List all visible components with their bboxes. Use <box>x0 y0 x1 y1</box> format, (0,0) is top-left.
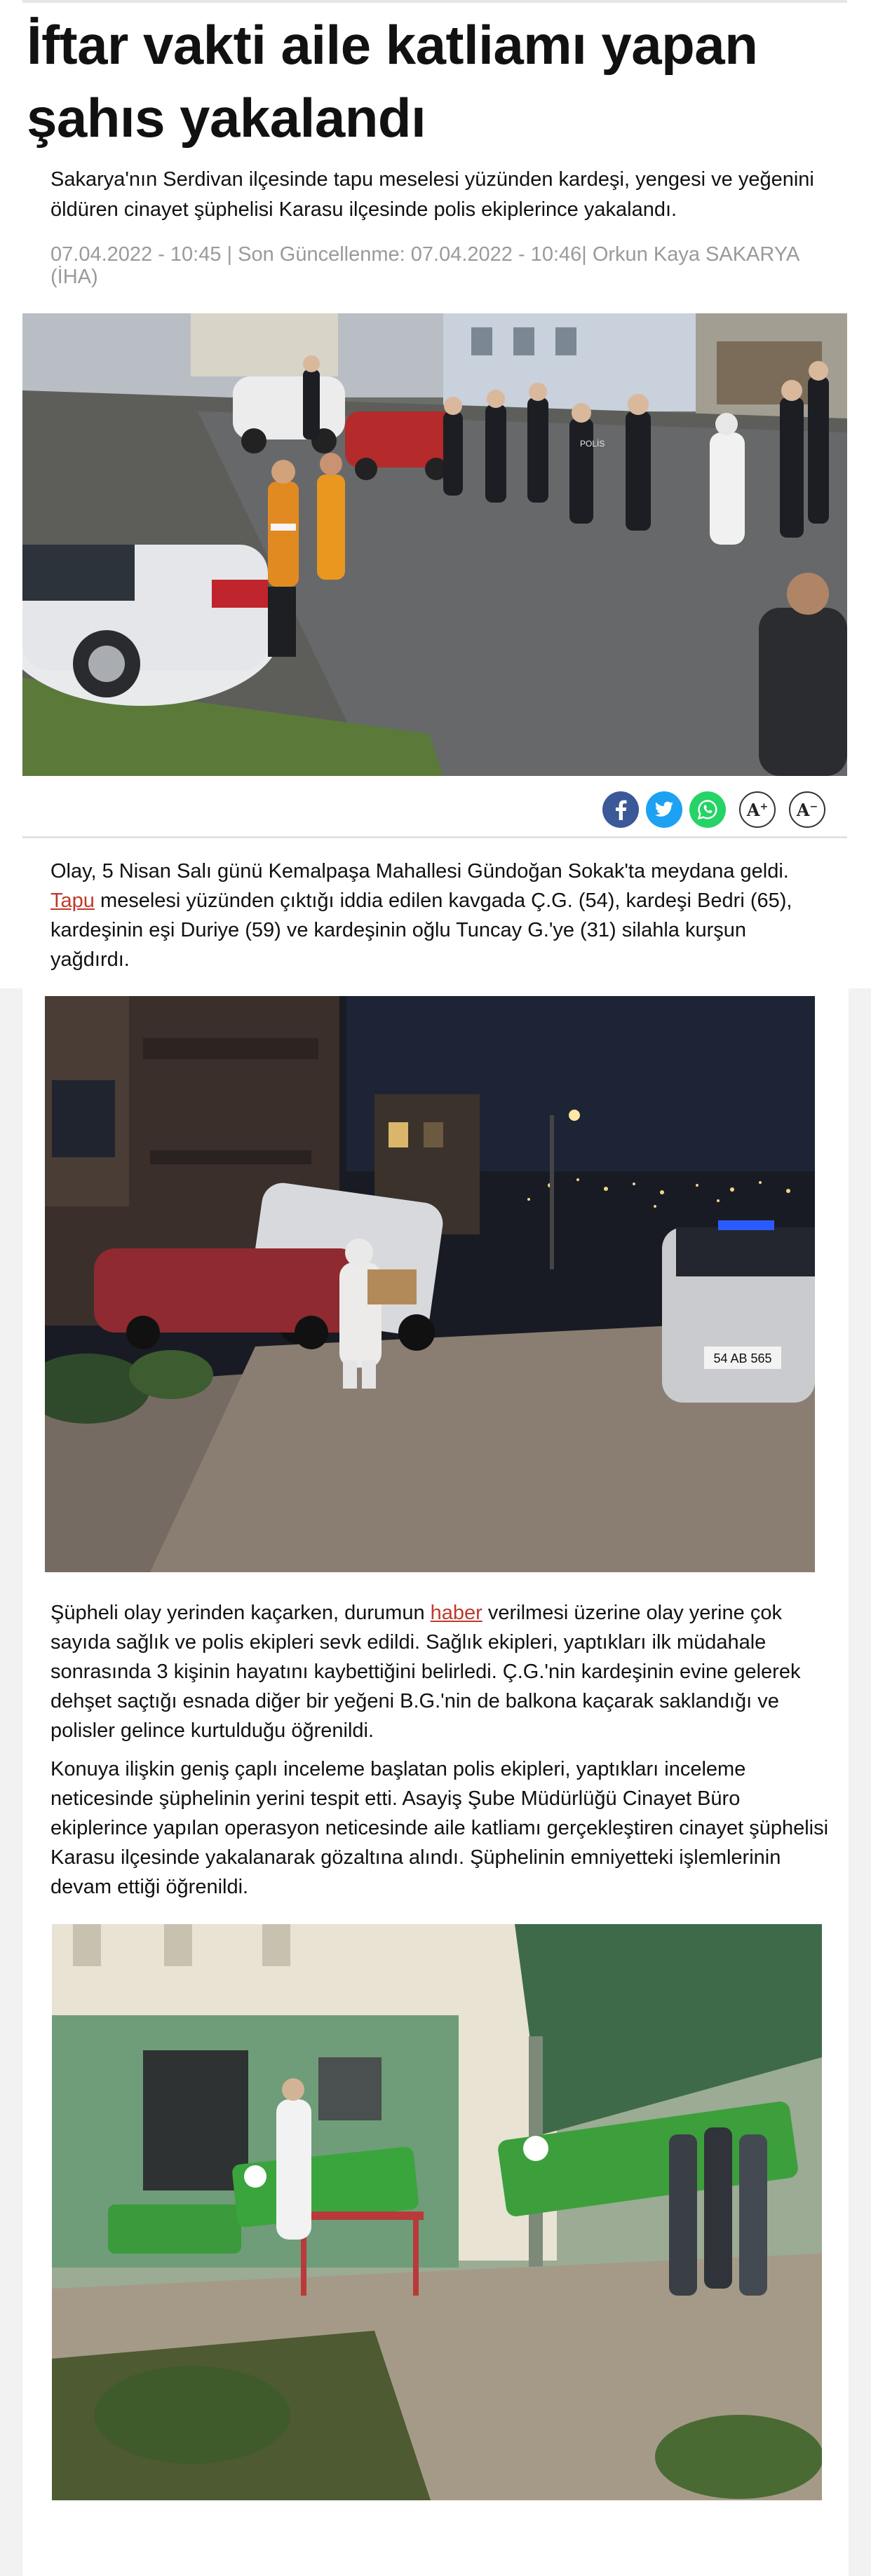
article-meta: 07.04.2022 - 10:45 | Son Güncellenme: 07.04.2022 - 10:46| Orkun Kaya SAKARYA (İHA) <box>50 243 799 288</box>
whatsapp-share-button[interactable] <box>689 791 726 828</box>
article-image-night-scene[interactable] <box>45 996 815 1572</box>
article-paragraph-2: Şüpheli olay yerinden kaçarken, durumun haber verilmesi üzerine olay yerine çok sayıda sağlık ve polis ekipleri sevk edildi. Sağlık ekipleri, yaptıkları ilk müdahale sonrasında 3 kişinin hayatını kaybettiğini belirledi. Ç.G.'nin kardeşinin evine gelerek dehşet saçtığı esnada diğer bir yeğeni B.G.'nin de balkona kaçarak saklandığı ve polisler gelince kurtulduğu öğrenildi. <box>50 1602 801 1742</box>
right-page-margin <box>849 988 871 2576</box>
facebook-share-button[interactable] <box>602 791 639 828</box>
haber-tag-link[interactable]: haber <box>430 1602 482 1624</box>
hero-photo-illustration <box>22 313 847 776</box>
twitter-share-button[interactable] <box>646 791 682 828</box>
tapu-tag-link[interactable]: Tapu <box>50 890 95 912</box>
article-image-funeral[interactable] <box>52 1924 822 2500</box>
whatsapp-icon <box>697 799 718 820</box>
top-divider <box>22 0 847 3</box>
facebook-icon <box>613 799 628 820</box>
article-title: İftar vakti aile katliamı yapan şahıs yakalandı <box>27 14 758 149</box>
funeral-scene-illustration <box>52 1924 822 2500</box>
police-car-plate: 54 AB 565 <box>713 1351 772 1365</box>
share-bar <box>22 776 847 838</box>
article-summary: Sakarya'nın Serdivan ilçesinde tapu meselesi yüzünden kardeşi, yengesi ve yeğenini öldüren cinayet şüphelisi Karasu ilçesinde polis ekiplerince yakalandı. <box>50 168 814 221</box>
article-paragraph-3: Konuya ilişkin geniş çaplı inceleme başlatan polis ekipleri, yaptıkları inceleme neticesinde şüphelinin yerini tespit etti. Asayiş Şube Müdürlüğü Cinayet Büro ekiplerince yapılan operasyon neticesinde aile katliamı gerçekleştiren cinayet şüphelisi Karasu ilçesinde yakalanarak gözaltına alındı. Şüphelinin emniyetteki işlemlerinin devam ettiği öğrenildi. <box>50 1758 829 1898</box>
left-page-margin <box>0 988 22 2576</box>
hero-image[interactable] <box>22 313 847 776</box>
article-paragraph-1: Olay, 5 Nisan Salı günü Kemalpaşa Mahallesi Gündoğan Sokak'ta meydana geldi. Tapu meselesi yüzünden çıktığı iddia edilen kavgada Ç.G. (54), kardeşi Bedri (65), kardeşinin eşi Duriye (59) ve kardeşinin oğlu Tuncay G.'ye (31) silahla kurşun yağdırdı. <box>50 860 792 971</box>
twitter-icon <box>654 801 674 818</box>
font-decrease-icon: A− <box>796 799 818 820</box>
night-scene-illustration <box>45 996 815 1572</box>
font-decrease-button[interactable] <box>789 791 825 828</box>
police-vest-label: POLİS <box>580 439 605 449</box>
font-increase-icon: A+ <box>746 799 769 820</box>
font-increase-button[interactable] <box>739 791 776 828</box>
